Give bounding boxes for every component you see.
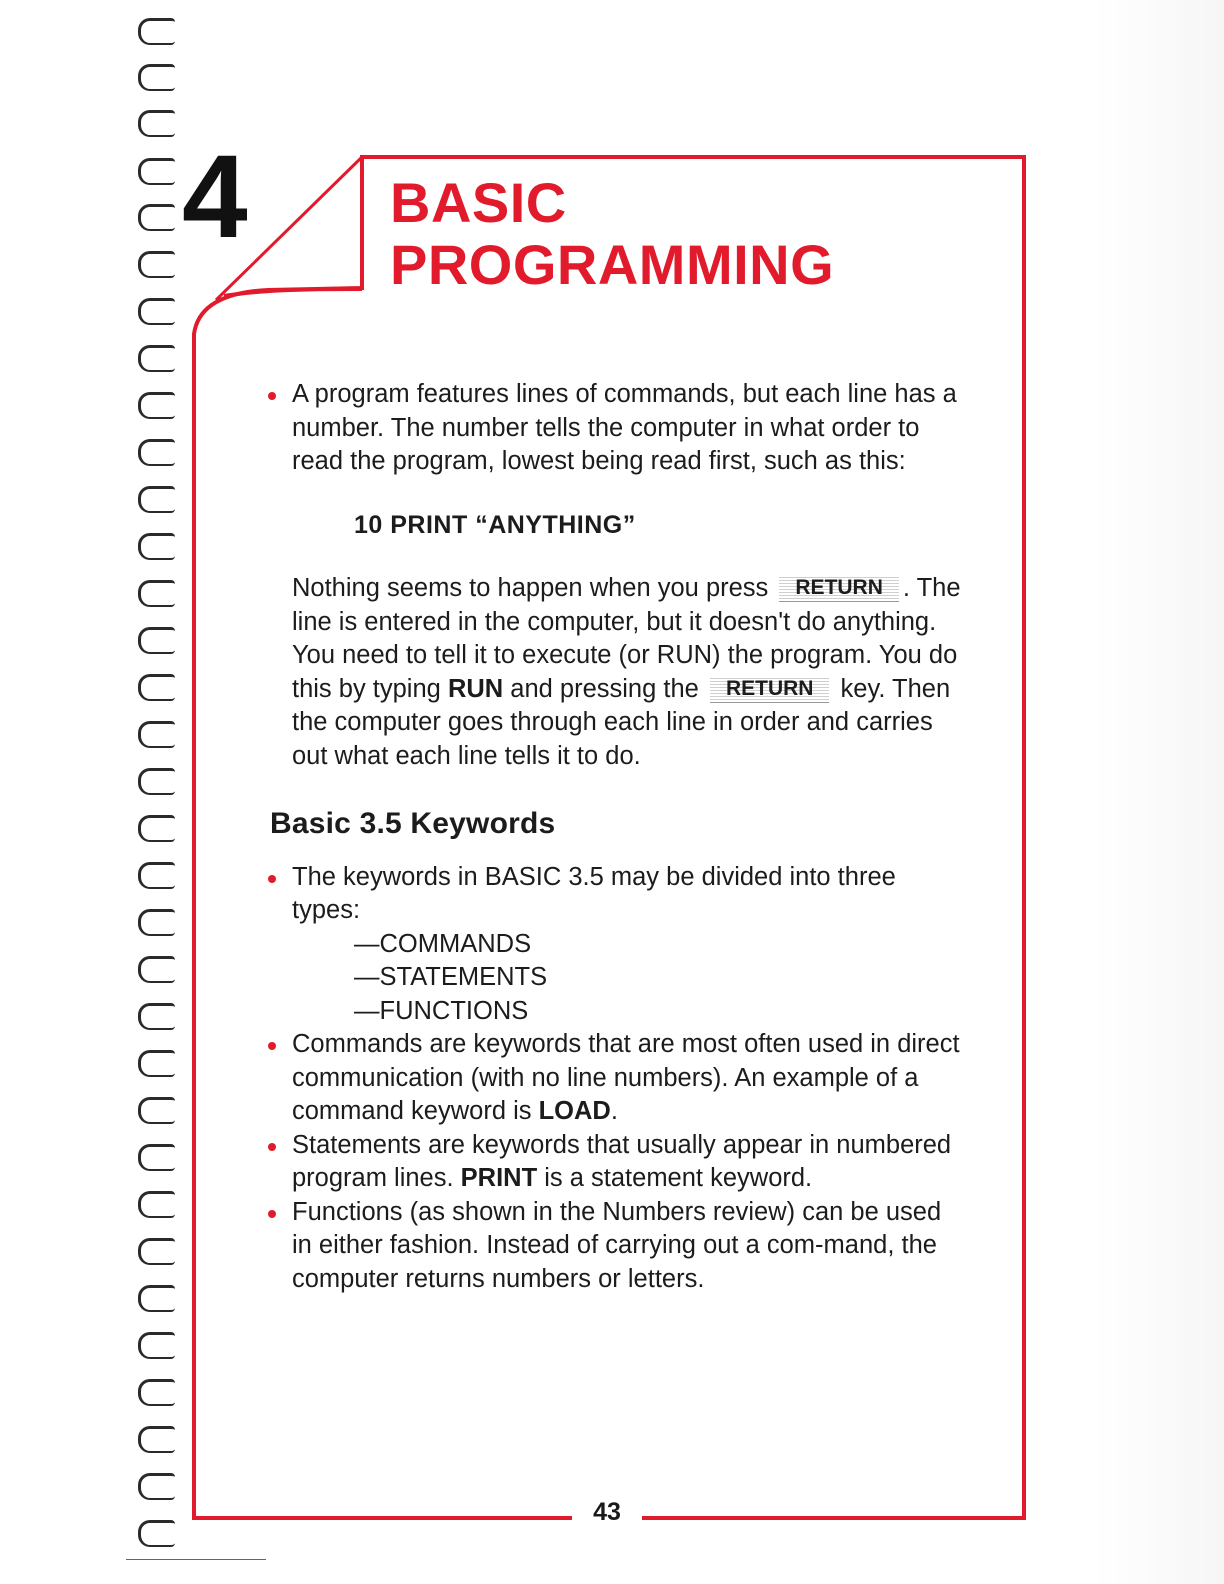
chapter-number: 4 [182, 131, 248, 263]
keyword-type-item: —FUNCTIONS [354, 996, 529, 1025]
page-content [268, 378, 968, 1296]
statements-bullet [268, 1129, 968, 1196]
intro-paragraph [268, 572, 968, 773]
print-keyword: PRINT [460, 1164, 538, 1192]
intro-para-part2: . The line is entered in the computer, but it doesn't do anything. You need to tell it to execute (or RUN) the program. You do this by typing [292, 574, 961, 703]
chapter-title [390, 172, 834, 296]
intro-para-part1: Nothing seems to happen when you press [292, 574, 769, 602]
title-line-2: PROGRAMMING [390, 233, 835, 296]
commands-bullet: Commands are keywords that are most often used in direct communication (with no line numbers). An example of a command keyword is LOAD. [268, 1028, 968, 1129]
intro-para-part3: and pressing the [510, 674, 699, 703]
intro-bullet [268, 378, 968, 479]
statements-bullet-text-a: Statements are keywords that usually appear in numbered program lines. [292, 1130, 952, 1192]
page-number: 43 [572, 1498, 642, 1527]
keyword-type-item: —STATEMENTS [354, 963, 548, 991]
intro-bullet-text: A program features lines of commands, but each line has a number. The number tells the computer in what order to read the program, lowest being read first, such as this: [292, 380, 957, 475]
bottom-link-line [126, 1559, 266, 1560]
intro-para-part4: key. Then the computer goes through each line in order and carries out what each line tells it to do. [292, 674, 951, 770]
load-keyword: LOAD [538, 1097, 611, 1125]
keyword-type-item: —COMMANDS [354, 929, 532, 958]
functions-bullet-text: Functions (as shown in the Numbers review) can be used in either fashion. Instead of carrying out a com-mand, the computer returns numbers or letters. [292, 1197, 942, 1293]
commands-bullet-text: Commands are keywords that are most often used in direct communication (with no line numbers). An example of a command keyword is [292, 1030, 960, 1125]
functions-bullet [268, 1196, 968, 1297]
statements-bullet-text-b: is a statement keyword. [544, 1164, 813, 1192]
title-line-1: BASIC [390, 171, 567, 234]
run-keyword: RUN [447, 674, 504, 703]
keywords-bullet [268, 861, 968, 928]
keywords-bullet-text: The keywords in BASIC 3.5 may be divided into three types: [292, 862, 896, 924]
code-example: 10 PRINT “ANYTHING” [354, 510, 636, 539]
section-heading: Basic 3.5 Keywords [270, 807, 556, 840]
return-key-label: RETURN [779, 575, 899, 602]
return-key-label: RETURN [710, 676, 830, 703]
